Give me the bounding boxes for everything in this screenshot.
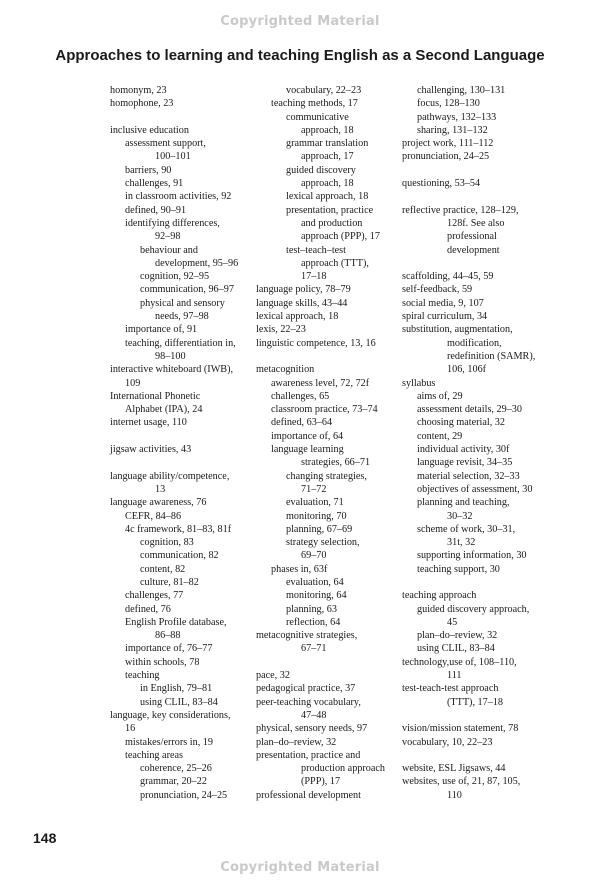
index-entry: planning, 67–69	[286, 523, 353, 535]
index-spacer	[402, 164, 552, 177]
index-entry: in English, 79–81	[140, 683, 213, 695]
index-entry: reflective practice, 128–129,	[402, 204, 519, 216]
index-entry: spiral curriculum, 34	[402, 311, 488, 323]
index-entry: classroom practice, 73–74	[271, 404, 378, 416]
index-entry: teaching, differentiation in,	[125, 337, 236, 349]
index-entry: 45	[447, 616, 458, 628]
index-entry: teaching areas	[125, 749, 183, 761]
index-entry: pronunciation, 24–25	[140, 789, 228, 801]
index-spacer	[402, 257, 552, 270]
index-entry: in classroom activities, 92	[125, 191, 232, 203]
index-entry: cognition, 92–95	[140, 271, 210, 283]
index-entry: modification,	[447, 337, 502, 349]
index-entry: professional development	[256, 789, 361, 801]
index-entry: barriers, 90	[125, 164, 172, 176]
index-entry: jigsaw activities, 43	[110, 444, 192, 456]
index-entry: reflection, 64	[286, 616, 341, 628]
index-entry: inclusive education	[110, 124, 189, 136]
index-entry: 67–71	[301, 643, 327, 655]
index-entry: substitution, augmentation,	[402, 324, 513, 336]
index-entry: evaluation, 64	[286, 576, 344, 588]
index-entry: social media, 9, 107	[402, 297, 484, 309]
index-entry: changing strategies,	[286, 470, 367, 482]
index-entry: monitoring, 64	[286, 590, 347, 602]
index-entry: communication, 82	[140, 550, 219, 562]
index-entry: strategies, 66–71	[301, 457, 371, 469]
index-entry: pronunciation, 24–25	[402, 151, 490, 163]
index-entry: identifying differences,	[125, 217, 220, 229]
index-entry: homophone, 23	[110, 98, 174, 110]
index-entry: lexical approach, 18	[256, 311, 339, 323]
index-entry: grammar translation	[286, 138, 369, 150]
index-entry: development	[447, 244, 500, 256]
watermark-bottom: Copyrighted Material	[220, 860, 380, 875]
index-spacer	[402, 749, 552, 762]
index-entry: phases in, 63f	[271, 563, 328, 575]
page-title: Approaches to learning and teaching English as a Second Language	[55, 47, 545, 64]
index-entry: English Profile database,	[125, 616, 227, 628]
index-entry: physical and sensory	[140, 297, 225, 309]
index-entry: interactive whiteboard (IWB),	[110, 364, 234, 376]
watermark-top: Copyrighted Material	[220, 14, 380, 29]
index-entry: 98–100	[155, 350, 186, 362]
index-entry: website, ESL Jigsaws, 44	[402, 763, 506, 775]
index-entry: teaching support, 30	[417, 563, 500, 575]
index-entry: importance of, 64	[271, 430, 344, 442]
index-entry: coherence, 25–26	[140, 763, 212, 775]
index-entry: sharing, 131–132	[417, 124, 488, 136]
index-entry: approach, 18	[301, 178, 354, 190]
index-entry: 86–88	[155, 630, 181, 642]
index-entry: Alphabet (IPA), 24	[125, 404, 203, 416]
index-entry: language ability/competence,	[110, 470, 230, 482]
index-entry: websites, use of, 21, 87, 105,	[402, 776, 521, 788]
index-entry: plan–do–review, 32	[256, 736, 337, 748]
index-entry: language revisit, 34–35	[417, 457, 513, 469]
index-entry: test-teach-test approach	[402, 683, 499, 695]
index-entry: defined, 63–64	[271, 417, 333, 429]
index-entry: scaffolding, 44–45, 59	[402, 271, 494, 283]
index-entry: language awareness, 76	[110, 497, 207, 509]
index-entry: 100–101	[155, 151, 191, 163]
index-entry: within schools, 78	[125, 656, 200, 668]
index-entry: monitoring, 70	[286, 510, 347, 522]
index-entry: vocabulary, 22–23	[286, 85, 362, 96]
index-entry: using CLIL, 83–84	[417, 643, 495, 655]
index-entry: language learning	[271, 444, 344, 456]
index-entry: scheme of work, 30–31,	[417, 523, 516, 535]
index-entry: assessment details, 29–30	[417, 404, 522, 416]
index-entry: individual activity, 30f	[417, 444, 510, 456]
index-entry: 31t, 32	[447, 537, 476, 549]
index-entry: pathways, 132–133	[417, 111, 497, 123]
index-entry: strategy selection,	[286, 537, 360, 549]
index-entry: objectives of assessment, 30	[417, 483, 533, 495]
index-entry: 110	[447, 789, 462, 801]
index-entry: 16	[125, 723, 136, 735]
index-entry: 92–98	[155, 231, 181, 243]
index-entry: internet usage, 110	[110, 417, 187, 429]
index-entry: material selection, 32–33	[417, 470, 520, 482]
index-entry: importance of, 91	[125, 324, 198, 336]
index-entry: teaching methods, 17	[271, 98, 358, 110]
index-entry: language skills, 43–44	[256, 297, 348, 309]
index-entry: needs, 97–98	[155, 311, 209, 323]
index-entry: physical, sensory needs, 97	[256, 723, 368, 735]
index-entry: challenges, 91	[125, 178, 184, 190]
index-entry: guided discovery	[286, 164, 356, 176]
index-entry: teaching	[125, 670, 160, 682]
index-entry: evaluation, 71	[286, 497, 344, 509]
index-entry: plan–do–review, 32	[417, 630, 498, 642]
index-entry: development, 95–96	[155, 257, 239, 269]
index-entry: 4c framework, 81–83, 81f	[125, 523, 232, 535]
index-entry: approach, 18	[301, 124, 354, 136]
index-entry: planning and teaching,	[417, 497, 510, 509]
index-entry: 128f. See also	[447, 217, 505, 229]
index-entry: vision/mission statement, 78	[402, 723, 519, 735]
index-column-1	[110, 84, 252, 802]
index-entry: content, 82	[140, 563, 186, 575]
index-entry: 13	[155, 483, 166, 495]
index-spacer	[110, 456, 252, 469]
index-entry: using CLIL, 83–84	[140, 696, 218, 708]
index-entry: behaviour and	[140, 244, 198, 256]
index-entry: lexis, 22–23	[256, 324, 306, 336]
index-entry: 71–72	[301, 483, 327, 495]
index-entry: language policy, 78–79	[256, 284, 351, 296]
index-entry: 109	[125, 377, 141, 389]
index-entry: presentation, practice and	[256, 749, 361, 761]
index-spacer	[256, 350, 398, 363]
index-entry: 106, 106f	[447, 364, 487, 376]
index-entry: test–teach–test	[286, 244, 346, 256]
index-entry: grammar, 20–22	[140, 776, 207, 788]
index-entry: language, key considerations,	[110, 709, 231, 721]
index-entry: assessment support,	[125, 138, 206, 150]
index-entry: choosing material, 32	[417, 417, 505, 429]
index-entry: guided discovery approach,	[417, 603, 530, 615]
index-entry: pedagogical practice, 37	[256, 683, 356, 695]
index-column-3	[402, 84, 552, 802]
index-column-2	[256, 84, 398, 802]
index-entry: professional	[447, 231, 497, 243]
index-spacer	[402, 190, 552, 203]
index-entry: 30–32	[447, 510, 473, 522]
index-entry: teaching approach	[402, 590, 477, 602]
index-entry: challenges, 77	[125, 590, 184, 602]
index-entry: planning, 63	[286, 603, 337, 615]
index-entry: culture, 81–82	[140, 576, 199, 588]
index-entry: approach, 17	[301, 151, 354, 163]
index-entry: pace, 32	[256, 670, 290, 682]
index-entry: project work, 111–112	[402, 138, 494, 150]
index-entry: awareness level, 72, 72f	[271, 377, 370, 389]
index-entry: defined, 76	[125, 603, 171, 615]
index-entry: communicative	[286, 111, 349, 123]
index-entry: and production	[301, 217, 363, 229]
index-entry: CEFR, 84–86	[125, 510, 182, 522]
index-entry: focus, 128–130	[417, 98, 480, 110]
index-entry: defined, 90–91	[125, 204, 187, 216]
index-entry: challenging, 130–131	[417, 85, 506, 96]
page-number: 148	[33, 830, 57, 846]
index-entry: metacognition	[256, 364, 315, 376]
index-spacer	[110, 430, 252, 443]
index-entry: cognition, 83	[140, 537, 194, 549]
index-spacer	[402, 709, 552, 722]
index-entry: homonym, 23	[110, 85, 167, 96]
index-entry: approach (TTT),	[301, 257, 369, 269]
index-entry: challenges, 65	[271, 390, 330, 402]
index-entry: metacognitive strategies,	[256, 630, 358, 642]
index-entry: mistakes/errors in, 19	[125, 736, 213, 748]
index-entry: communication, 96–97	[140, 284, 234, 296]
index-entry: technology,use of, 108–110,	[402, 656, 517, 668]
index-spacer	[256, 656, 398, 669]
index-entry: vocabulary, 10, 22–23	[402, 736, 493, 748]
index-entry: (PPP), 17	[301, 776, 341, 788]
index-spacer	[402, 576, 552, 589]
index-entry: questioning, 53–54	[402, 178, 481, 190]
index-entry: supporting information, 30	[417, 550, 527, 562]
index-entry: production approach	[301, 763, 386, 775]
index-entry: peer-teaching vocabulary,	[256, 696, 361, 708]
index-entry: lexical approach, 18	[286, 191, 369, 203]
index-entry: self-feedback, 59	[402, 284, 473, 296]
index-entry: redefinition (SAMR),	[447, 350, 536, 362]
index-entry: 17–18	[301, 271, 327, 283]
index-entry: presentation, practice	[286, 204, 374, 216]
index-entry: syllabus	[402, 377, 436, 389]
index-entry: aims of, 29	[417, 390, 463, 402]
index-spacer	[110, 111, 252, 124]
index-entry: approach (PPP), 17	[301, 231, 380, 243]
index-entry: 69–70	[301, 550, 327, 562]
index-entry: International Phonetic	[110, 390, 201, 402]
index-entry: content, 29	[417, 430, 463, 442]
index-entry: linguistic competence, 13, 16	[256, 337, 376, 349]
index-entry: importance of, 76–77	[125, 643, 213, 655]
index-entry: (TTT), 17–18	[447, 696, 504, 708]
index-entry: 47–48	[301, 709, 327, 721]
index-entry: 111	[447, 670, 462, 682]
